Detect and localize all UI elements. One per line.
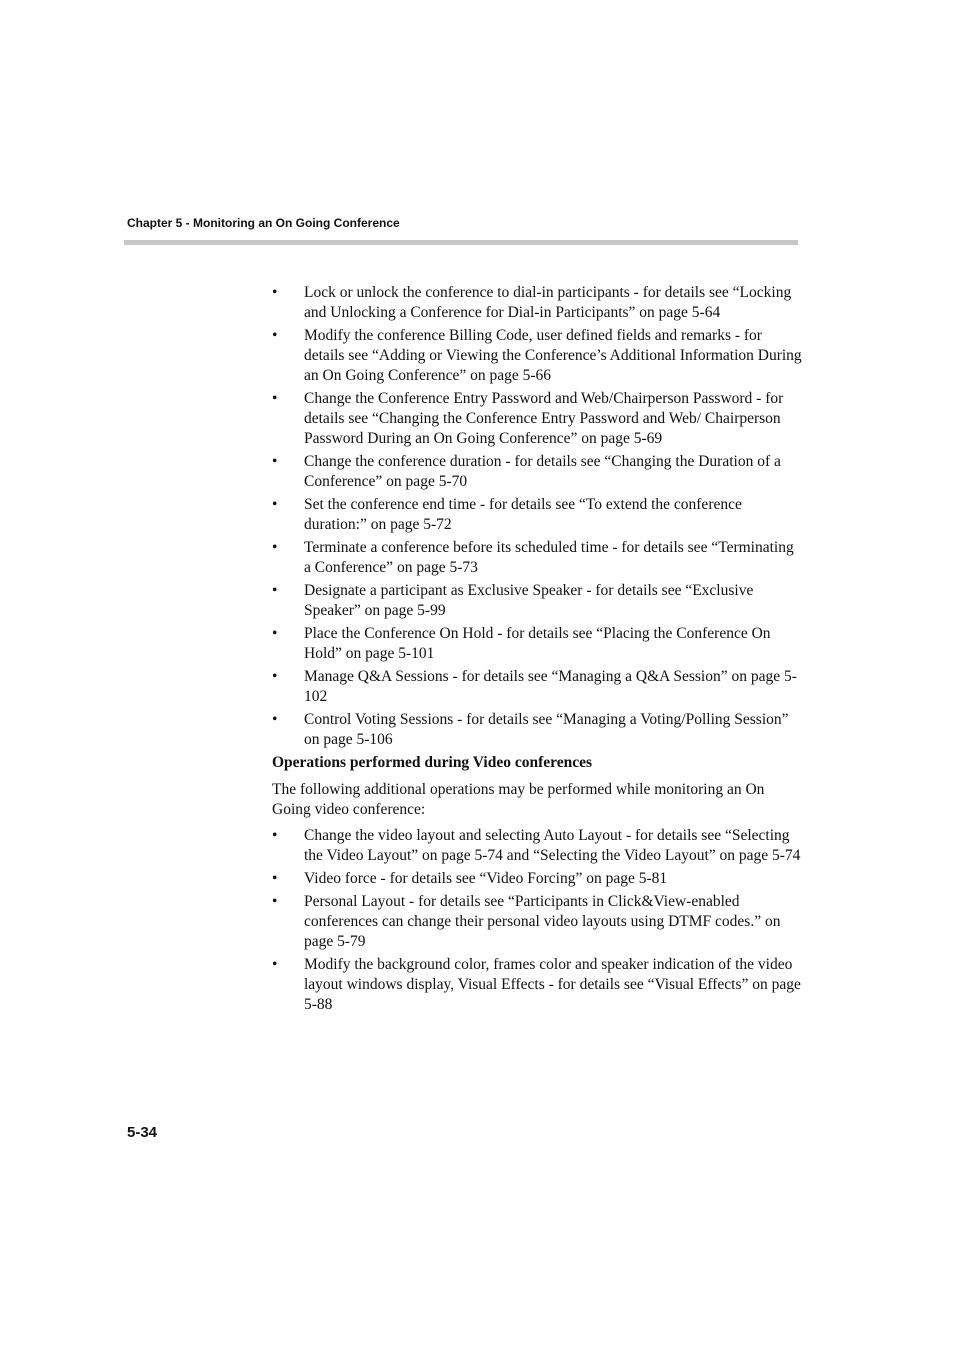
- list-item-text: Modify the background color, frames color and speaker indication of the video layout windows display, Visual Effects - for details see “Visual Effects” on page 5-88: [304, 956, 801, 1013]
- list-item: [272, 667, 802, 707]
- bullet-icon: •: [272, 390, 278, 407]
- bullet-icon: •: [272, 284, 278, 301]
- list-item-text: Lock or unlock the conference to dial-in participants - for details see “Locking and Unlocking a Conference for Dial-in Participants” on page 5-64: [304, 284, 792, 321]
- list-item: [272, 869, 802, 889]
- bullet-icon: •: [272, 870, 278, 887]
- bullet-icon: •: [272, 625, 278, 642]
- header-rule: [124, 240, 798, 245]
- list-item: [272, 892, 802, 952]
- bullet-icon: •: [272, 539, 278, 556]
- bullet-icon: •: [272, 956, 278, 973]
- list-item-text: Video force - for details see “Video Forcing” on page 5-81: [304, 870, 668, 887]
- list-item-text: Place the Conference On Hold - for details see “Placing the Conference On Hold” on page 5-101: [304, 625, 771, 662]
- bullet-icon: •: [272, 582, 278, 599]
- bullet-icon: •: [272, 668, 278, 685]
- list-item: [272, 955, 802, 1015]
- list-item-text: Terminate a conference before its scheduled time - for details see “Terminating a Conference” on page 5-73: [304, 539, 794, 576]
- list-item-text: Change the conference duration - for details see “Changing the Duration of a Conference” on page 5-70: [304, 453, 781, 490]
- list-item: [272, 495, 802, 535]
- bullet-icon: •: [272, 711, 278, 728]
- bullet-icon: •: [272, 827, 278, 844]
- list-item-text: Set the conference end time - for details see “To extend the conference duration:” on page 5-72: [304, 496, 742, 533]
- list-item-text: Change the video layout and selecting Auto Layout - for details see “Selecting the Video Layout” on page 5-74 and “Selecting the Video Layout” on page 5-74: [304, 827, 801, 864]
- video-operations-list: [272, 826, 802, 1015]
- page-number: 5-34: [127, 1124, 158, 1141]
- list-item-text: Change the Conference Entry Password and Web/Chairperson Password - for details see “Changing the Conference Entry Password and Web/ Chairperson Password During an On Going Conference” on page 5-69: [304, 390, 784, 447]
- section-intro: The following additional operations may be performed while monitoring an On Going video conference:: [272, 781, 765, 818]
- operations-list: [272, 283, 802, 750]
- list-item: [272, 538, 802, 578]
- bullet-icon: •: [272, 327, 278, 344]
- list-item-text: Modify the conference Billing Code, user defined fields and remarks - for details see “Adding or Viewing the Conference’s Additional Information During an On Going Conference” on page 5-66: [304, 327, 802, 384]
- chapter-running-head: Chapter 5 - Monitoring an On Going Conference: [127, 216, 400, 230]
- bullet-icon: •: [272, 893, 278, 910]
- list-item: [272, 581, 802, 621]
- list-item: [272, 389, 802, 449]
- bullet-icon: •: [272, 453, 278, 470]
- list-item-text: Designate a participant as Exclusive Speaker - for details see “Exclusive Speaker” on page 5-99: [304, 582, 754, 619]
- list-item: [272, 452, 802, 492]
- page-content: [272, 283, 802, 1018]
- list-item: [272, 624, 802, 664]
- list-item-text: Personal Layout - for details see “Participants in Click&View-enabled conferences can change their personal video layouts using DTMF codes.” on page 5-79: [304, 893, 781, 950]
- list-item-text: Control Voting Sessions - for details see “Managing a Voting/Polling Session” on page 5-106: [304, 711, 789, 748]
- list-item: [272, 826, 802, 866]
- section-heading: Operations performed during Video conferences: [272, 754, 593, 771]
- list-item: [272, 283, 802, 323]
- list-item-text: Manage Q&A Sessions - for details see “Managing a Q&A Session” on page 5-102: [304, 668, 797, 705]
- list-item: [272, 710, 802, 750]
- bullet-icon: •: [272, 496, 278, 513]
- list-item: [272, 326, 802, 386]
